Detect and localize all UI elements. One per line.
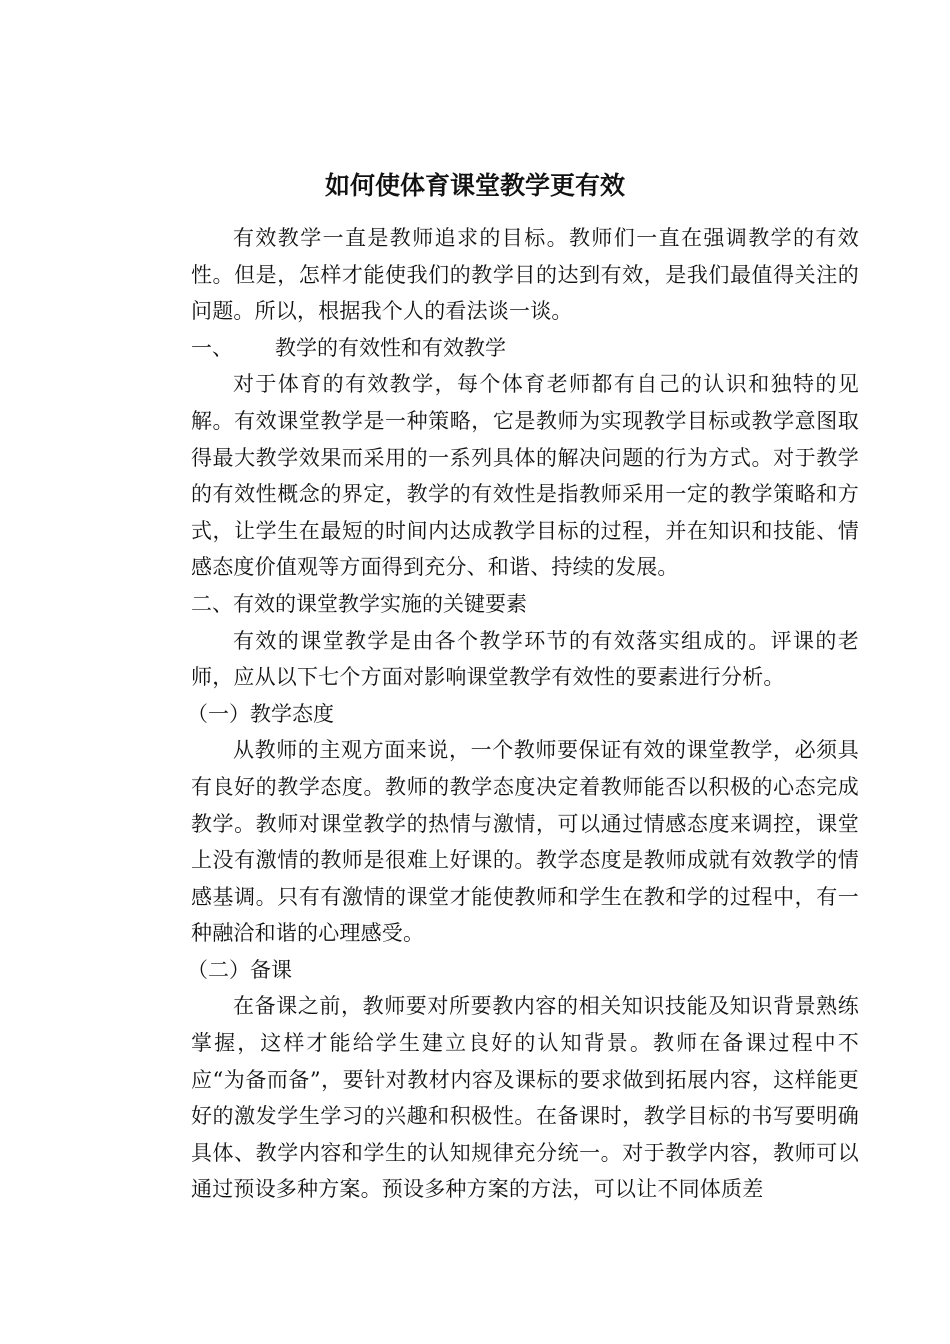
document-title: 如何使体育课堂教学更有效 — [324, 171, 625, 200]
subsection-1-heading: （一）教学态度 — [187, 701, 334, 726]
section-1-paragraph: 对于体育的有效教学，每个体育老师都有自己的认识和独特的见解。有效课堂教学是一种策略，它是教师为实现教学目标或教学意图取得最大教学效果而采用的一系列具体的解决问题的行为方式。对于教学的有效性概念的界定，教学的有效性是指教师采用一定的教学策略和方式，让学生在最短的时间内达成教学目标的过程，并在知识和技能、情感态度价值观等方面得到充分、和谐、持续的发展。 — [191, 372, 859, 580]
section-1-number: 一、 — [191, 335, 233, 360]
intro-paragraph: 有效教学一直是教师追求的目标。教师们一直在强调教学的有效性。但是，怎样才能使我们的教学目的达到有效，是我们最值得关注的问题。所以，根据我个人的看法谈一谈。 — [191, 226, 859, 324]
subsection-2-paragraph: 在备课之前，教师要对所要教内容的相关知识技能及知识背景熟练掌握，这样才能给学生建立良好的认知背景。教师在备课过程中不应“为备而备”，要针对教材内容及课标的要求做到拓展内容，这样能更好的激发学生学习的兴趣和积极性。在备课时，教学目标的书写要明确具体、教学内容和学生的认知规律充分统一。对于教学内容，教师可以通过预设多种方案。预设多种方案的方法，可以让不同体质差 — [191, 994, 859, 1202]
section-2-paragraph: 有效的课堂教学是由各个教学环节的有效落实组成的。评课的老师，应从以下七个方面对影响课堂教学有效性的要素进行分析。 — [191, 628, 859, 690]
subsection-2-heading: （二）备课 — [187, 957, 292, 982]
section-2-heading: 二、有效的课堂教学实施的关键要素 — [191, 591, 527, 616]
section-1-heading-text: 教学的有效性和有效教学 — [275, 335, 506, 360]
document-body — [187, 220, 859, 1208]
section-1-heading — [191, 330, 859, 367]
subsection-1-paragraph: 从教师的主观方面来说，一个教师要保证有效的课堂教学，必须具有良好的教学态度。教师的教学态度决定着教师能否以积极的心态完成教学。教师对课堂教学的热情与激情，可以通过情感态度来调控，课堂上没有激情的教师是很难上好课的。教学态度是教师成就有效教学的情感基调。只有有激情的课堂才能使教师和学生在教和学的过程中，有一种融洽和谐的心理感受。 — [191, 738, 859, 946]
